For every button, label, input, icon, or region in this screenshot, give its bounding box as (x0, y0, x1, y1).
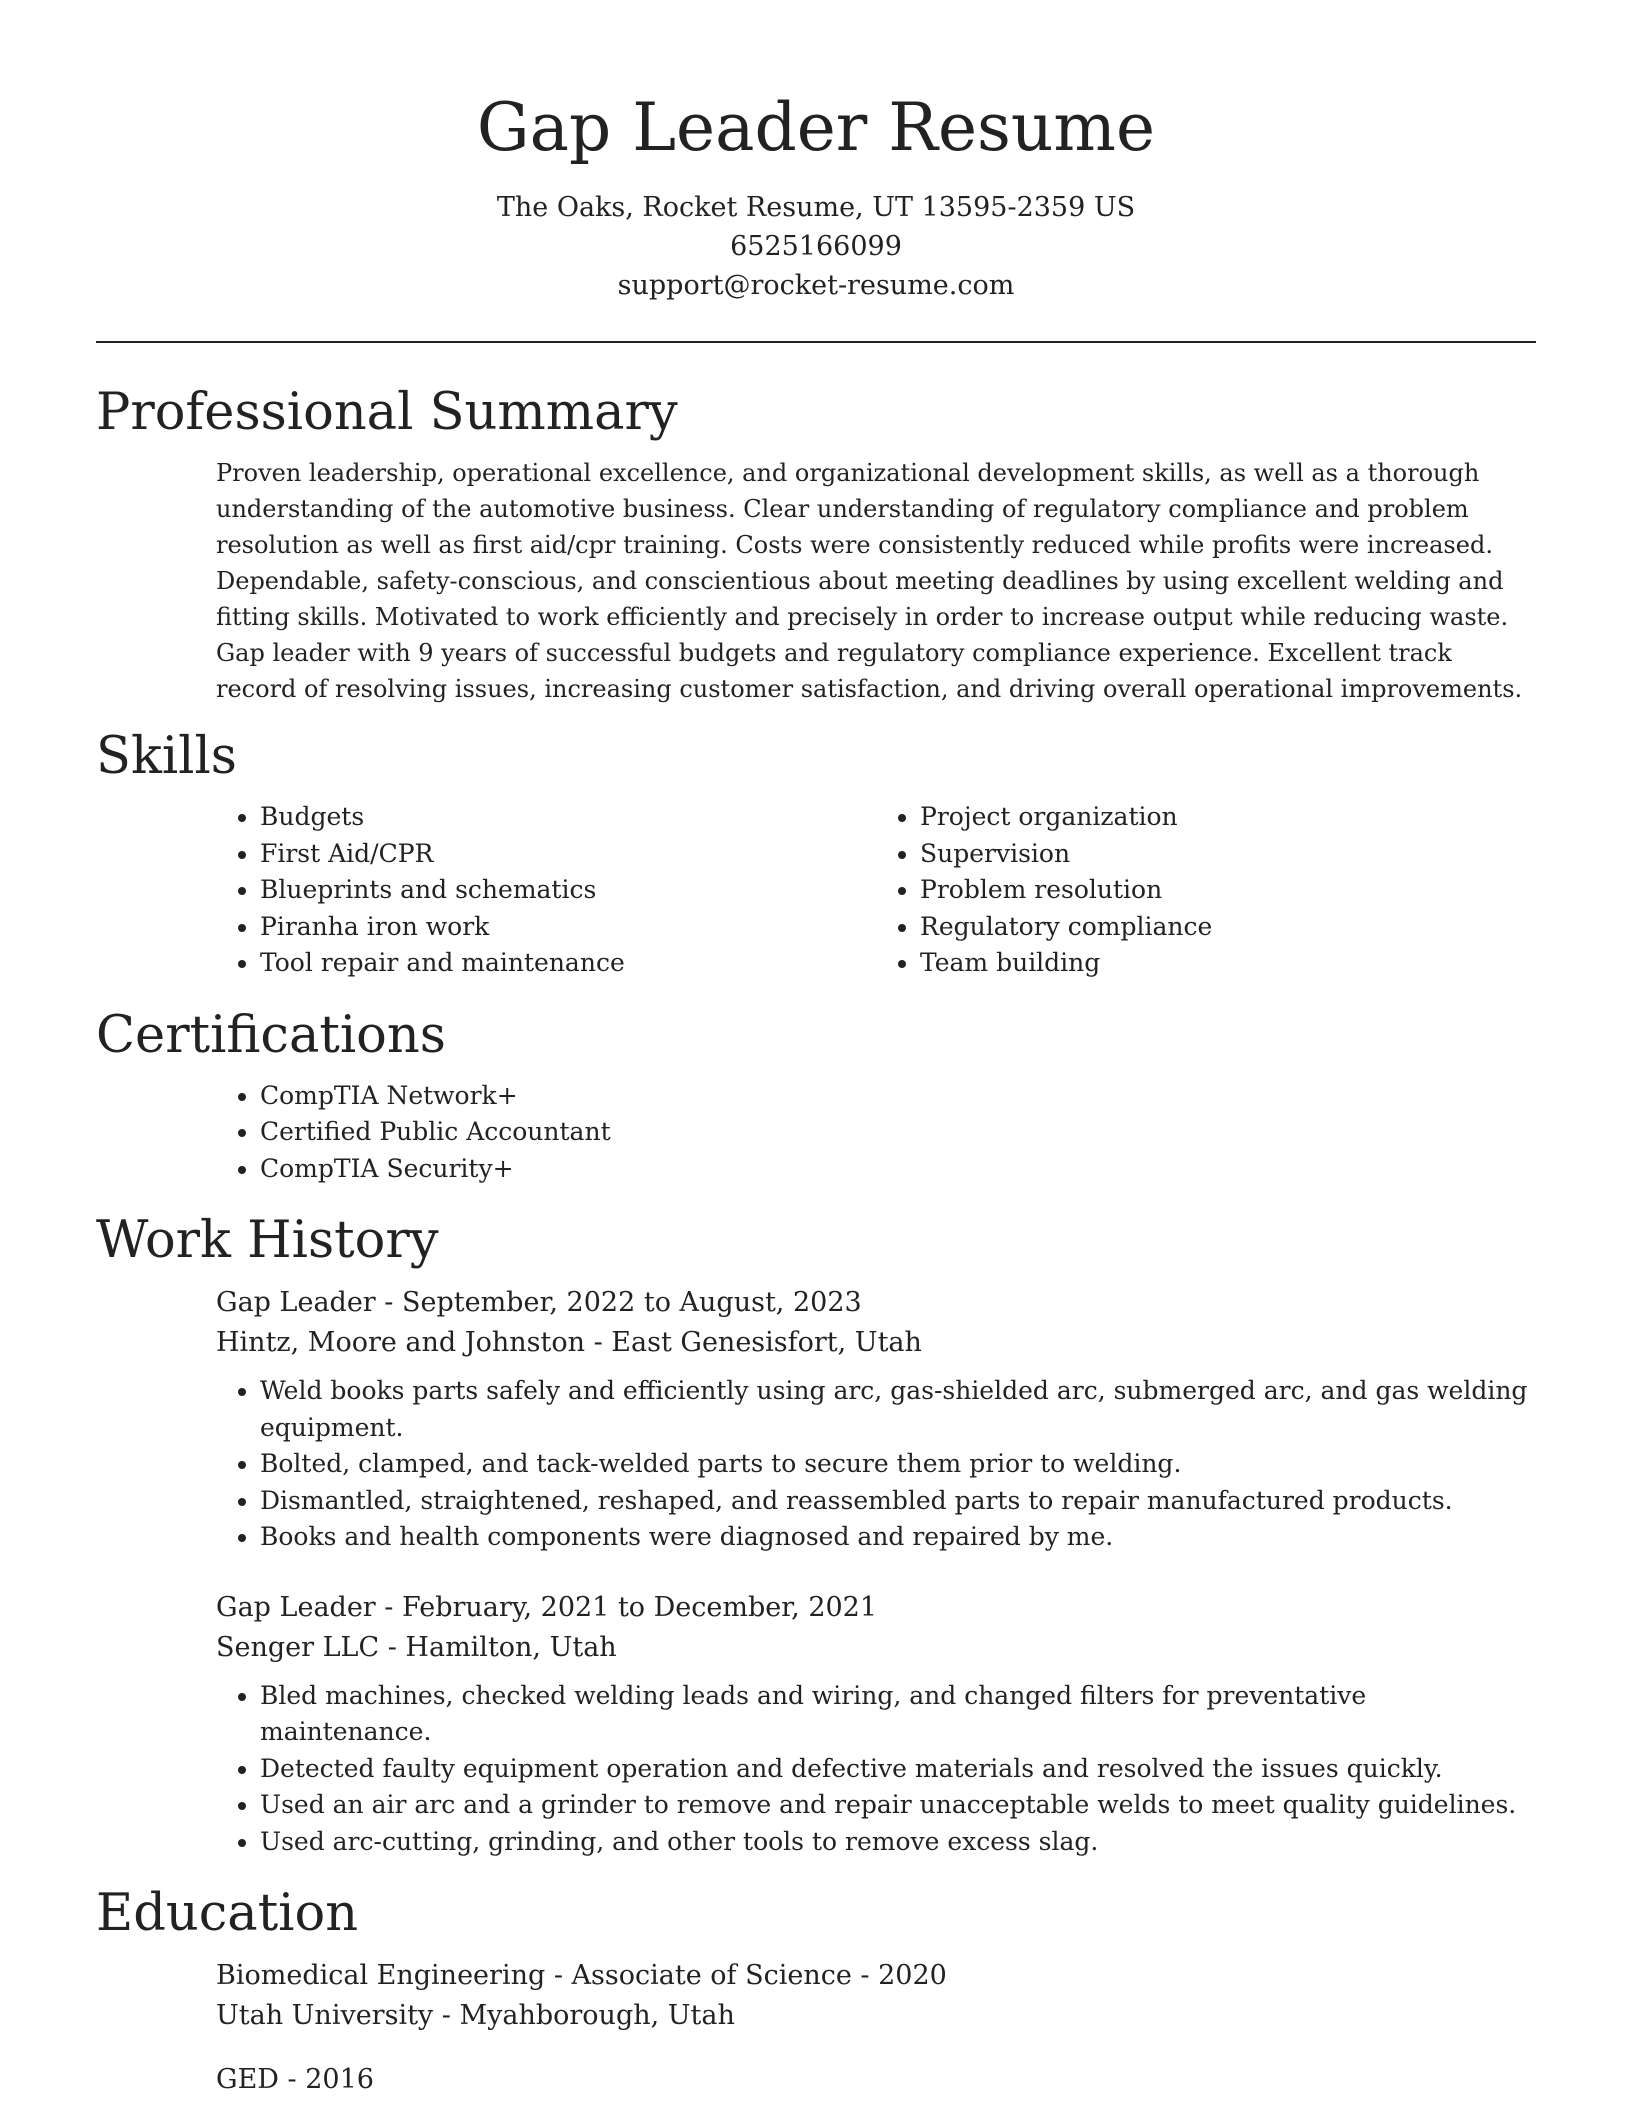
skills-column-left (216, 799, 876, 982)
job-title-line: Gap Leader - February, 2021 to December, 2021 (216, 1591, 878, 1623)
section-title-summary: Professional Summary (96, 383, 678, 442)
job-bullet: • Used an air arc and a grinder to remove and repair unacceptable welds to meet quality guidelines. (260, 1787, 1536, 1824)
skill-item: • Supervision (920, 836, 1536, 873)
job-title-line: Gap Leader - September, 2022 to August, 2023 (216, 1287, 862, 1318)
skill-item: • Team building (920, 945, 1536, 982)
education-degree-line: GED - 2016 (216, 2064, 374, 2095)
certification-item: • CompTIA Security+ (260, 1151, 1536, 1188)
education-entry (96, 1956, 1536, 2036)
address: The Oaks, Rocket Resume, UT 13595-2359 US (496, 192, 1136, 223)
resume-name: Gap Leader Resume (476, 89, 1156, 166)
skill-item: • Regulatory compliance (920, 909, 1536, 946)
certifications-list (96, 1078, 1536, 1188)
skill-item: • Piranha iron work (260, 909, 876, 946)
certification-item: • CompTIA Network+ (260, 1078, 1536, 1115)
job-org-line: Senger LLC - Hamilton, Utah (216, 1631, 617, 1663)
summary-text: Proven leadership, operational excellence, and organizational development skills, as well as a thorough understanding of the automotive business. Clear understanding of regulatory compliance and problem resolution as well as first aid/cpr training. Costs were consistently reduced while profits were increased. Dependable, safety-conscious, and conscientious about meeting deadlines by using excellent welding and fitting skills. Motivated to work efficiently and precisely in order to increase output while reducing waste. Gap leader with 9 years of successful budgets and regulatory compliance experience. Excellent track record of resolving issues, increasing customer satisfaction, and driving overall operational improvements. (216, 459, 1523, 703)
resume-header (96, 0, 1536, 305)
phone: 6525166099 (730, 231, 902, 262)
email: support@rocket-resume.com (617, 270, 1015, 301)
summary-block (96, 455, 1536, 707)
skill-item: • Tool repair and maintenance (260, 945, 876, 982)
skill-item: • Problem resolution (920, 872, 1536, 909)
section-title-certifications: Certifications (96, 1005, 446, 1065)
job-bullets (216, 1373, 1536, 1556)
section-title-skills: Skills (96, 727, 237, 786)
skill-item: • First Aid/CPR (260, 836, 876, 873)
skills-list (96, 799, 1536, 982)
education-school-line: Utah University - Myahborough, Utah (216, 2000, 735, 2031)
job-org-line: Hintz, Moore and Johnston - East Genesisfort, Utah (216, 1327, 922, 1358)
skill-item: • Project organization (920, 799, 1536, 836)
job-bullet: • Weld books parts safely and efficiently using arc, gas-shielded arc, submerged arc, and gas welding equipment. (260, 1373, 1536, 1446)
header-divider (96, 341, 1536, 343)
skill-item: • Blueprints and schematics (260, 872, 876, 909)
section-title-education: Education (96, 1884, 359, 1943)
job-entry (96, 1283, 1536, 1556)
job-bullet: • Bolted, clamped, and tack-welded parts to secure them prior to welding. (260, 1446, 1536, 1483)
education-degree-line: Biomedical Engineering - Associate of Science - 2020 (216, 1960, 947, 1991)
skills-column-right (876, 799, 1536, 982)
certification-item: • Certified Public Accountant (260, 1114, 1536, 1151)
education-entry (96, 2060, 1536, 2100)
job-bullet: • Detected faulty equipment operation and defective materials and resolved the issues quickly. (260, 1751, 1536, 1788)
job-bullet: • Bled machines, checked welding leads and wiring, and changed filters for preventative maintenance. (260, 1678, 1536, 1751)
job-entry (96, 1588, 1536, 1861)
job-bullet: • Used arc-cutting, grinding, and other tools to remove excess slag. (260, 1824, 1536, 1861)
contact-info (96, 188, 1536, 305)
job-bullet: • Dismantled, straightened, reshaped, and reassembled parts to repair manufactured products. (260, 1483, 1536, 1520)
section-title-work-history: Work History (96, 1211, 439, 1270)
skill-item: • Budgets (260, 799, 876, 836)
job-bullets (216, 1678, 1536, 1861)
job-bullet: • Books and health components were diagnosed and repaired by me. (260, 1519, 1536, 1556)
